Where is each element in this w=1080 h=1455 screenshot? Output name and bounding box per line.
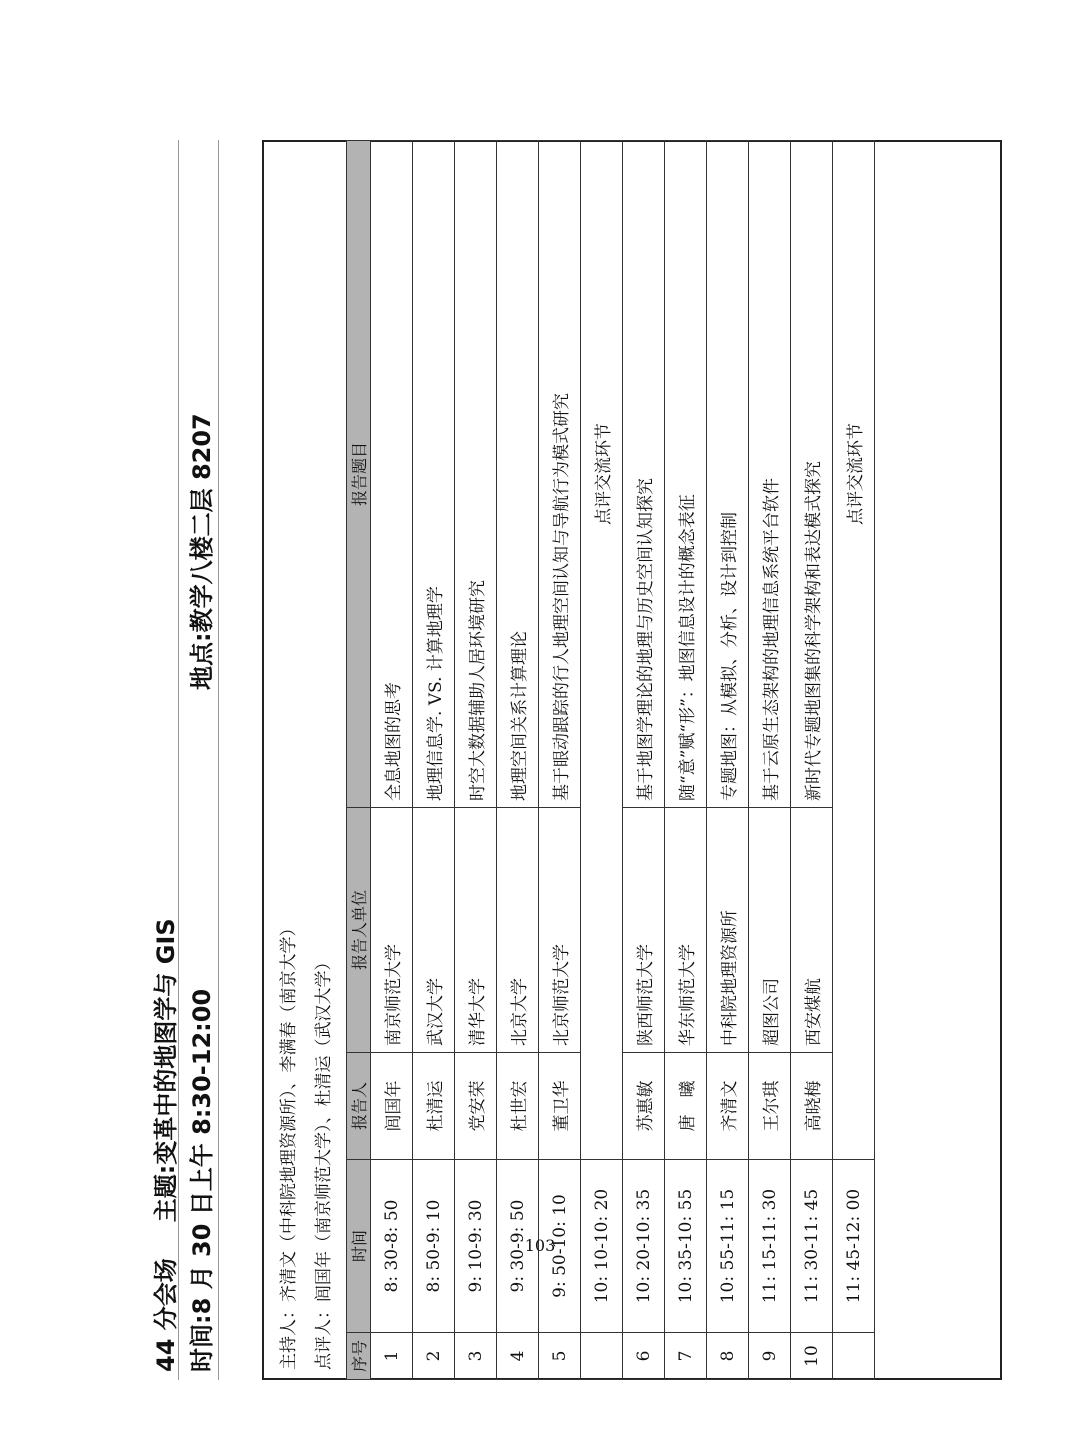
cell-time: 9: 10-9: 30 <box>455 1160 497 1333</box>
cell-no: 3 <box>455 1333 497 1380</box>
table-row <box>707 141 749 1380</box>
cell-no: 9 <box>749 1333 791 1380</box>
cell-topic: 新时代专题地图集的科学架构和表达模式探究 <box>791 141 833 808</box>
table-row <box>413 141 455 1380</box>
cell-time: 8: 50-9: 10 <box>413 1160 455 1333</box>
header-rule-top <box>178 140 179 1380</box>
table-header-row <box>347 141 371 1380</box>
cell-speaker: 党安荣 <box>455 1053 497 1160</box>
cell-no <box>581 1333 623 1380</box>
cell-org: 北京大学 <box>497 808 539 1053</box>
table-row <box>539 141 581 1380</box>
cell-org: 中科院地理资源所 <box>707 808 749 1053</box>
col-header-org: 报告人单位 <box>347 808 371 1053</box>
page-number: 103 <box>524 1236 556 1255</box>
cell-speaker: 杜世宏 <box>497 1053 539 1160</box>
hosts-line: 主持人：齐清文（中科院地理资源所）、李满春（南京大学） <box>279 919 299 1370</box>
session-header <box>140 140 220 1380</box>
cell-time: 8: 30-8: 50 <box>371 1160 413 1333</box>
cell-topic: 地理信息学. VS. 计算地理学 <box>413 141 455 808</box>
cell-speaker <box>581 1053 623 1160</box>
cell-speaker: 苏惠敏 <box>623 1053 665 1160</box>
cell-org: 清华大学 <box>455 808 497 1053</box>
table-row <box>371 141 413 1380</box>
col-header-speaker: 报告人 <box>347 1053 371 1160</box>
table-row <box>749 141 791 1380</box>
cell-org: 武汉大学 <box>413 808 455 1053</box>
cell-time: 9: 30-9: 50 <box>497 1160 539 1333</box>
cell-time: 10: 35-10: 55 <box>665 1160 707 1333</box>
cell-time: 9: 50-10: 10 <box>539 1160 581 1333</box>
col-header-time: 时间 <box>347 1160 371 1333</box>
schedule-box <box>262 140 1002 1380</box>
cell-topic: 全息地图的思考 <box>371 141 413 808</box>
cell-org: 北京师范大学 <box>539 808 581 1053</box>
cell-speaker: 齐清文 <box>707 1053 749 1160</box>
reviewers-line: 点评人：闾国年（南京师范大学）、杜清运（武汉大学） <box>314 953 334 1370</box>
table-row <box>581 141 623 1380</box>
cell-time: 10: 55-11: 15 <box>707 1160 749 1333</box>
cell-no: 10 <box>791 1333 833 1380</box>
cell-speaker: 杜清运 <box>413 1053 455 1160</box>
cell-time: 11: 30-11: 45 <box>791 1160 833 1333</box>
cell-speaker: 董卫华 <box>539 1053 581 1160</box>
cell-topic: 专题地图：从模拟、分析、设计到控制 <box>707 141 749 808</box>
cell-no: 8 <box>707 1333 749 1380</box>
cell-speaker: 王尔琪 <box>749 1053 791 1160</box>
cell-org: 超图公司 <box>749 808 791 1053</box>
cell-org: 华东师范大学 <box>665 808 707 1053</box>
session-time: 时间:8 月 30 日上午 8:30-12:00 <box>188 988 216 1372</box>
table-row <box>623 141 665 1380</box>
cell-no: 4 <box>497 1333 539 1380</box>
cell-no: 5 <box>539 1333 581 1380</box>
cell-topic: 时空大数据辅助人居环境研究 <box>455 141 497 808</box>
table-row <box>497 141 539 1380</box>
table-row <box>455 141 497 1380</box>
cell-no: 1 <box>371 1333 413 1380</box>
cell-org: 南京师范大学 <box>371 808 413 1053</box>
cell-org <box>581 808 623 1053</box>
session-title <box>146 918 181 1372</box>
col-header-no: 序号 <box>347 1333 371 1380</box>
cell-topic: 基于云原生态架构的地理信息系统平台软件 <box>749 141 791 808</box>
cell-time: 11: 15-11: 30 <box>749 1160 791 1333</box>
cell-org: 西安煤航 <box>791 808 833 1053</box>
cell-speaker <box>833 1053 875 1160</box>
cell-no: 7 <box>665 1333 707 1380</box>
session-location: 地点:教学八楼二层 8207 <box>188 413 216 690</box>
cell-no: 2 <box>413 1333 455 1380</box>
cell-topic: 随“意”赋“形”：地图信息设计的概念表征 <box>665 141 707 808</box>
cell-topic: 点评交流环节 <box>833 141 875 808</box>
schedule-table <box>346 140 875 1380</box>
cell-org <box>833 808 875 1053</box>
cell-time: 11: 45-12: 00 <box>833 1160 875 1333</box>
cell-speaker: 唐 曦 <box>665 1053 707 1160</box>
cell-time: 10: 10-10: 20 <box>581 1160 623 1333</box>
cell-speaker: 闾国年 <box>371 1053 413 1160</box>
cell-time: 10: 20-10: 35 <box>623 1160 665 1333</box>
cell-speaker: 高晓梅 <box>791 1053 833 1160</box>
cell-topic: 点评交流环节 <box>581 141 623 808</box>
cell-topic: 基于眼动跟踪的行人地理空间认知与导航行为模式研究 <box>539 141 581 808</box>
table-row <box>665 141 707 1380</box>
cell-topic: 基于地图学理论的地理与历史空间认知探究 <box>623 141 665 808</box>
rotated-page-content <box>140 140 1020 1380</box>
session-theme: 主题:变革中的地图学与 GIS <box>152 918 180 1223</box>
session-number: 44 分会场 <box>152 1258 180 1372</box>
cell-no: 6 <box>623 1333 665 1380</box>
col-header-topic: 报告题目 <box>347 141 371 808</box>
header-rule-bottom <box>218 140 219 1380</box>
table-row <box>833 141 875 1380</box>
cell-no <box>833 1333 875 1380</box>
cell-org: 陕西师范大学 <box>623 808 665 1053</box>
cell-topic: 地理空间关系计算理论 <box>497 141 539 808</box>
table-row <box>791 141 833 1380</box>
